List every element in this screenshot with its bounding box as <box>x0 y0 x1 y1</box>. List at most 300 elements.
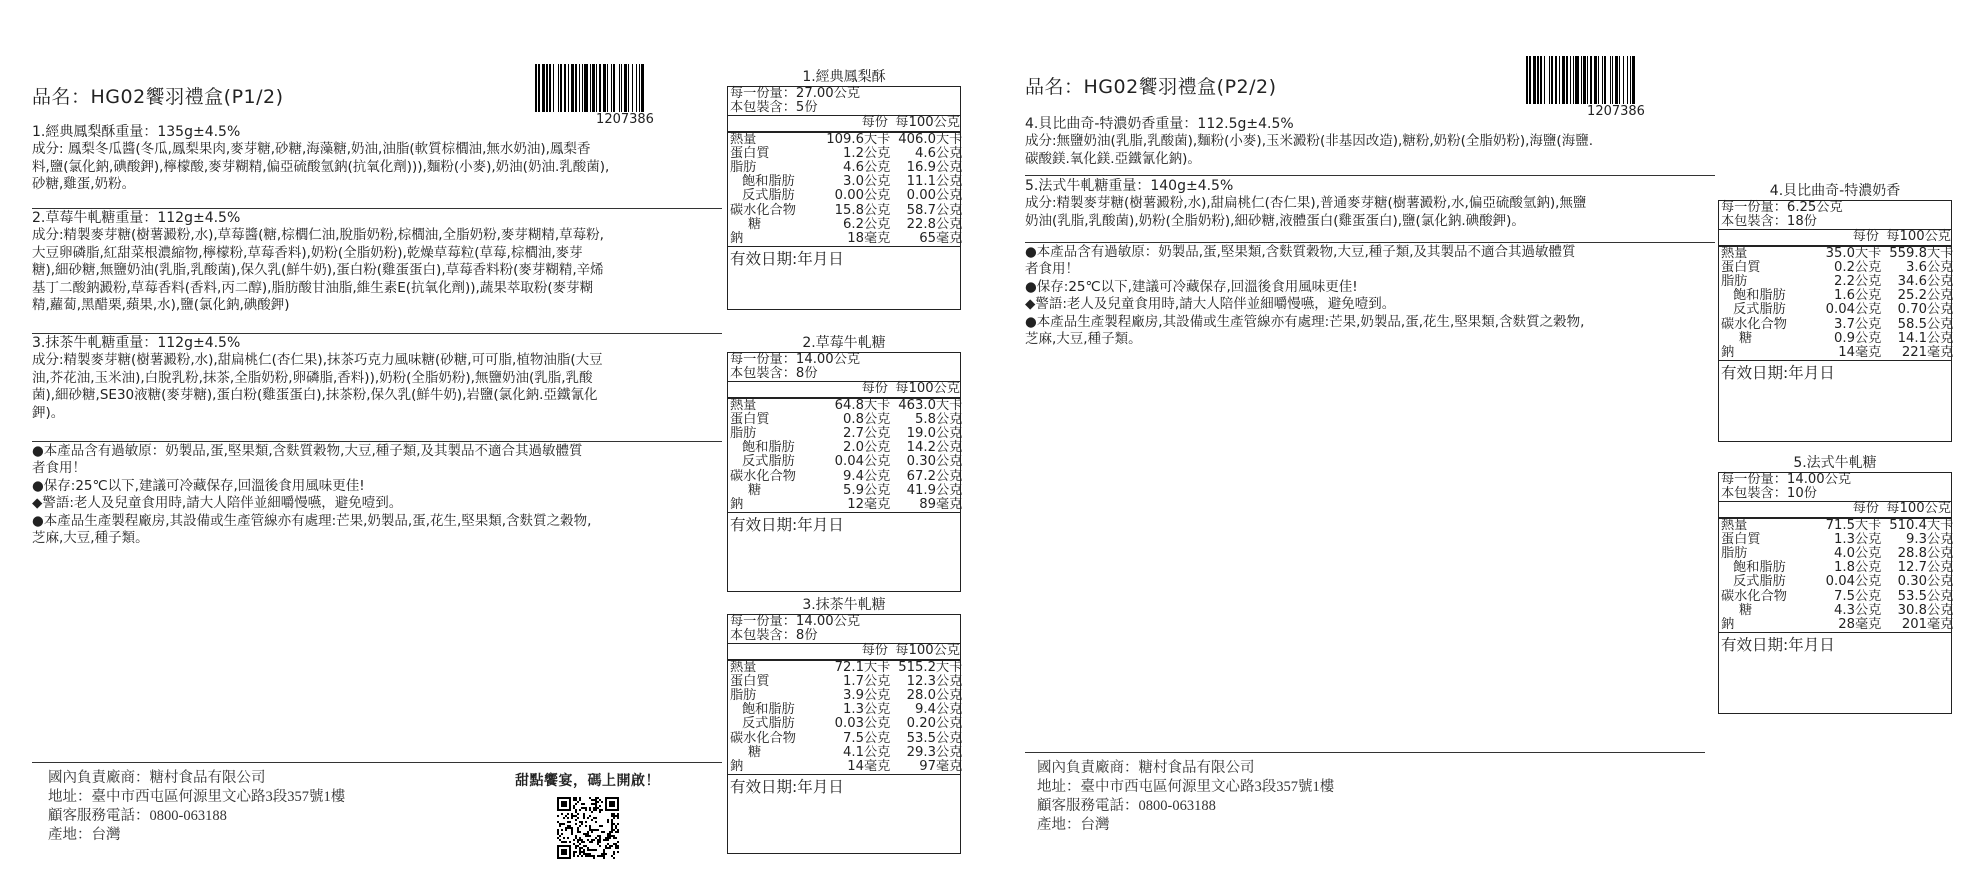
qr-module <box>575 803 577 805</box>
nutrient-name: 糖 <box>748 216 762 232</box>
note-line: 芝麻,大豆,種子類。 <box>32 530 149 547</box>
qr-module <box>575 845 577 847</box>
item-line: 成分:無鹽奶油(乳脂,乳酸菌),麵粉(小麥),玉米澱粉(非基因改造),糖粉,奶粉(全脂奶粉),海鹽(海鹽. <box>1025 133 1593 150</box>
qr-module <box>575 799 577 801</box>
item-line: 成分:精製麥芽糖(樹薯澱粉,水),草莓醬(糖,棕櫚仁油,脫脂奶粉,棕櫚油,全脂奶粉,麥芽糊精,草莓粉, <box>32 227 604 244</box>
servings-per-pack: 本包裝含：10份 <box>1721 486 1817 502</box>
qr-module <box>595 801 597 803</box>
left-ingredients <box>32 124 722 194</box>
left-notes <box>32 443 722 547</box>
value-per-serving: 71.5 <box>1825 517 1855 533</box>
value-per-100g: 97 <box>919 759 936 775</box>
unit: 公克 <box>936 688 963 704</box>
nutrition-row <box>728 454 963 470</box>
servings-per-pack: 本包裝含：8份 <box>730 366 818 382</box>
qr-module <box>613 823 615 825</box>
qr-module <box>591 819 593 821</box>
value-per-serving: 109.6 <box>826 131 864 147</box>
serving-size: 每一份量：27.00公克 <box>730 86 861 101</box>
qr-module <box>587 849 589 851</box>
nutrition-row <box>728 468 963 484</box>
qr-module <box>563 817 565 819</box>
qr-module <box>573 853 575 855</box>
qr-module <box>617 815 619 817</box>
qr-module <box>613 813 615 815</box>
value-per-100g: 0.00 <box>906 188 936 204</box>
value-per-100g: 559.8 <box>1889 245 1927 261</box>
nutrition-row <box>728 131 963 147</box>
nutrition-table-5 <box>1718 472 1952 714</box>
qr-module <box>593 817 595 819</box>
qr-module <box>601 831 603 833</box>
item-heading: 3.抹茶牛軋糖重量：112g±4.5% <box>32 335 241 351</box>
qr-module <box>583 803 585 805</box>
qr-module <box>591 855 593 857</box>
value-per-serving: 12 <box>847 497 864 513</box>
nutrient-name: 脂肪 <box>730 426 757 442</box>
note-line: ●本產品含有過敏原：奶製品,蛋,堅果類,含麩質穀物,大豆,種子類,及其製品不適合其過敏體質 <box>32 443 583 459</box>
unit: 公克 <box>1927 274 1954 290</box>
qr-module <box>577 801 579 803</box>
footer-divider <box>1025 752 1705 753</box>
qr-module <box>597 801 599 803</box>
barcode-number: 1207386 <box>1587 104 1645 119</box>
serving-size: 每一份量：14.00公克 <box>730 614 861 629</box>
value-per-100g: 0.30 <box>906 454 936 470</box>
qr-module <box>597 797 599 799</box>
qr-module <box>569 825 571 827</box>
unit: 公克 <box>936 411 963 427</box>
unit: 公克 <box>936 174 963 190</box>
divider <box>32 208 722 209</box>
value-per-serving: 0.9 <box>1834 330 1855 346</box>
qr-module <box>581 803 583 805</box>
note-line: ●保存:25℃以下,建議可冷藏保存,回溫後食用風味更佳! <box>32 477 365 494</box>
value-per-100g: 34.6 <box>1897 274 1927 290</box>
qr-module <box>591 841 593 843</box>
right-ingredients-4 <box>1025 116 1705 168</box>
qr-module <box>585 833 587 835</box>
qr-module <box>583 807 585 809</box>
qr-module <box>569 827 571 829</box>
unit: 公克 <box>1855 560 1882 576</box>
qr-module <box>595 807 597 809</box>
qr-module <box>557 821 559 823</box>
expiry-date: 有效日期:年月日 <box>1719 360 1951 385</box>
barcode-number: 1207386 <box>596 112 654 127</box>
qr-module <box>583 815 585 817</box>
qr-module <box>613 851 615 853</box>
qr-module <box>583 841 585 843</box>
nutrition-table-3 <box>727 614 961 854</box>
item-heading: 4.貝比曲奇-特濃奶香重量：112.5g±4.5% <box>1025 116 1294 132</box>
unit: 公克 <box>936 145 963 161</box>
nutrition-table-4 <box>1718 200 1952 442</box>
unit: 公克 <box>936 702 963 718</box>
qr-module <box>575 819 577 821</box>
qr-module <box>575 851 577 853</box>
nutrient-name: 反式脂肪 <box>742 716 795 732</box>
qr-module <box>593 829 595 831</box>
nutrition-row <box>1719 617 1954 633</box>
value-per-serving: 18 <box>847 231 864 247</box>
servings-per-pack: 本包裝含：5份 <box>730 100 818 116</box>
value-per-100g: 11.1 <box>906 174 936 190</box>
nutrition-title-4: 4.貝比曲奇-特濃奶香 <box>1769 183 1901 199</box>
origin: 產地：台灣 <box>1037 817 1110 833</box>
qr-module <box>611 831 613 833</box>
qr-module <box>585 825 587 827</box>
qr-module <box>579 799 581 801</box>
qr-module <box>617 823 619 825</box>
qr-module <box>595 797 597 799</box>
nutrition-row <box>728 216 963 232</box>
qr-module <box>561 823 563 825</box>
header-per-100g: 每100公克 <box>895 643 960 659</box>
value-per-serving: 1.6 <box>1834 288 1855 304</box>
value-per-serving: 4.3 <box>1834 602 1855 618</box>
unit: 大卡 <box>864 397 891 413</box>
qr-module <box>575 837 577 839</box>
qr-module <box>617 817 619 819</box>
nutrient-name: 蛋白質 <box>730 145 770 161</box>
qr-module <box>583 813 585 815</box>
item-heading: 5.法式牛軋糖重量：140g±4.5% <box>1025 178 1234 194</box>
qr-module <box>615 831 617 833</box>
note-line: ●本產品生產製程廠房,其設備或生產管線亦有處理:芒果,奶製品,蛋,花生,堅果類,含麩質之穀物, <box>32 512 592 529</box>
qr-module <box>593 839 595 841</box>
column-header <box>1719 501 1951 516</box>
qr-module <box>599 845 601 847</box>
qr-module <box>605 847 607 849</box>
nutrient-name: 飽和脂肪 <box>742 174 795 190</box>
header-spacer <box>728 116 806 130</box>
qr-module <box>589 853 591 855</box>
divider <box>32 441 722 442</box>
nutrient-name: 飽和脂肪 <box>742 702 795 718</box>
qr-module <box>595 829 597 831</box>
unit: 毫克 <box>1927 345 1954 361</box>
qr-module <box>561 849 567 855</box>
note-line: ◆警語:老人及兒童食用時,請大人陪伴並細嚼慢嚥，避免噎到。 <box>32 495 403 512</box>
qr-module <box>571 833 573 835</box>
nutrition-row <box>728 659 963 675</box>
unit: 公克 <box>864 188 891 204</box>
qr-module <box>609 833 611 835</box>
nutrition-table-2 <box>727 352 961 592</box>
column-header <box>728 643 960 658</box>
nutrition-row <box>728 482 963 498</box>
value-per-serving: 0.04 <box>1825 302 1855 318</box>
footer-divider <box>32 762 722 763</box>
nutrient-name: 飽和脂肪 <box>1733 288 1786 304</box>
nutrient-name: 碳水化合物 <box>1721 316 1787 332</box>
qr-module <box>593 857 595 859</box>
unit: 公克 <box>1855 330 1882 346</box>
value-per-serving: 0.8 <box>843 411 864 427</box>
nutrition-row <box>728 744 963 760</box>
value-per-100g: 89 <box>919 497 936 513</box>
expiry-date: 有效日期:年月日 <box>728 774 960 799</box>
nutrient-name: 糖 <box>1739 602 1753 618</box>
qr-module <box>561 841 563 843</box>
note-line: ●保存:25℃以下,建議可冷藏保存,回溫後食用風味更佳! <box>1025 278 1358 295</box>
qr-module <box>571 831 573 833</box>
qr-module <box>575 797 577 799</box>
qr-module <box>599 805 601 807</box>
unit: 毫克 <box>936 759 963 775</box>
left-ingredients-3 <box>32 335 722 422</box>
unit: 公克 <box>1855 546 1882 562</box>
header-spacer <box>728 644 806 658</box>
qr-module <box>599 839 601 841</box>
qr-module <box>609 801 615 807</box>
nutrient-name: 脂肪 <box>730 160 757 176</box>
qr-module <box>573 851 575 853</box>
qr-module <box>599 799 601 801</box>
expiry-date: 有效日期:年月日 <box>728 246 960 271</box>
qr-module <box>599 809 601 811</box>
nutrition-row <box>728 497 963 513</box>
unit: 公克 <box>1927 316 1954 332</box>
qr-module <box>581 807 583 809</box>
qr-module <box>577 813 579 815</box>
nutrition-row <box>728 730 963 746</box>
unit: 公克 <box>864 702 891 718</box>
item-line: 菌),細砂糖,SE30液糖(麥芽糖),蛋白粉(雞蛋蛋白),抹茶粉,保久乳(鮮牛奶),岩鹽(氯化鈉.亞鐵氰化 <box>32 387 598 404</box>
qr-module <box>591 849 593 851</box>
value-per-serving: 5.9 <box>843 482 864 498</box>
unit: 公克 <box>1855 531 1882 547</box>
value-per-serving: 1.2 <box>843 145 864 161</box>
value-per-serving: 28 <box>1838 617 1855 633</box>
unit: 公克 <box>936 440 963 456</box>
qr-module <box>567 817 569 819</box>
unit: 公克 <box>936 454 963 470</box>
qr-module <box>617 841 619 843</box>
item-line: 精,蘿蔔,黑醋栗,蘋果,水),鹽(氯化鈉,碘酸鉀) <box>32 297 290 314</box>
nutrition-title-1: 1.經典鳳梨酥 <box>802 69 886 85</box>
qr-code[interactable] <box>555 795 621 861</box>
qr-module <box>589 855 591 857</box>
header-spacer <box>1719 502 1797 516</box>
item-line: 碳酸鎂.氧化鎂.亞鐵氰化鈉)。 <box>1025 150 1201 167</box>
servings-per-pack: 本包裝含：8份 <box>730 628 818 644</box>
qr-module <box>599 841 601 843</box>
item-line: 油,芥花油,玉米油),白脫乳粉,抹茶,全脂奶粉,卵磷脂,香料)),奶粉(全脂奶粉),無鹽奶油(乳脂,乳酸 <box>32 369 593 386</box>
qr-module <box>573 797 575 799</box>
qr-module <box>617 813 619 815</box>
nutrient-name: 碳水化合物 <box>730 202 796 218</box>
header-per-100g: 每100公克 <box>895 115 960 131</box>
barcode-bar <box>644 64 646 112</box>
unit: 公克 <box>936 160 963 176</box>
qr-module <box>589 797 591 799</box>
qr-module <box>579 839 581 841</box>
qr-module <box>613 853 615 855</box>
qr-module <box>609 845 611 847</box>
qr-module <box>605 839 607 841</box>
value-per-100g: 16.9 <box>906 160 936 176</box>
left-ingredients-2 <box>32 210 722 314</box>
qr-module <box>603 851 605 853</box>
header-per-100g: 每100公克 <box>1886 501 1951 517</box>
qr-module <box>589 809 591 811</box>
qr-module <box>595 805 597 807</box>
qr-module <box>571 829 573 831</box>
qr-module <box>601 825 603 827</box>
unit: 公克 <box>936 216 963 232</box>
value-per-serving: 1.3 <box>843 702 864 718</box>
qr-module <box>585 809 587 811</box>
qr-module <box>601 853 603 855</box>
qr-module <box>585 845 587 847</box>
qr-module <box>601 801 603 803</box>
value-per-serving: 2.7 <box>843 426 864 442</box>
nutrition-title-3: 3.抹茶牛軋糖 <box>802 597 886 613</box>
qr-module <box>561 829 563 831</box>
qr-module <box>579 843 581 845</box>
note-line: 芝麻,大豆,種子類。 <box>1025 331 1142 348</box>
manufacturer: 國內負責廠商：糖村食品有限公司 <box>1037 760 1255 776</box>
value-per-100g: 4.6 <box>915 145 936 161</box>
value-per-serving: 15.8 <box>834 202 864 218</box>
nutrition-row <box>1719 574 1954 590</box>
unit: 公克 <box>864 744 891 760</box>
qr-module <box>585 821 587 823</box>
qr-module <box>581 839 583 841</box>
qr-module <box>611 829 613 831</box>
qr-module <box>577 827 579 829</box>
qr-module <box>593 807 595 809</box>
value-per-100g: 28.8 <box>1897 546 1927 562</box>
nutrition-row <box>1719 517 1954 533</box>
qr-module <box>589 829 591 831</box>
qr-module <box>589 841 591 843</box>
nutrient-name: 反式脂肪 <box>742 188 795 204</box>
value-per-serving: 3.7 <box>1834 316 1855 332</box>
value-per-serving: 3.9 <box>843 688 864 704</box>
unit: 公克 <box>936 730 963 746</box>
qr-module <box>577 841 579 843</box>
qr-module <box>567 827 569 829</box>
column-header <box>728 381 960 396</box>
value-per-serving: 0.03 <box>834 716 864 732</box>
qr-module <box>593 803 595 805</box>
nutrient-name: 熱量 <box>1721 517 1748 533</box>
address: 地址：臺中市西屯區何源里文心路3段357號1樓 <box>1037 779 1335 795</box>
qr-module <box>607 847 609 849</box>
qr-module <box>599 837 601 839</box>
value-per-100g: 19.0 <box>906 426 936 442</box>
qr-module <box>603 857 605 859</box>
qr-module <box>615 847 617 849</box>
origin: 產地：台灣 <box>48 827 121 843</box>
qr-module <box>595 817 597 819</box>
qr-module <box>587 847 589 849</box>
value-per-100g: 3.6 <box>1906 259 1927 275</box>
unit: 公克 <box>1855 288 1882 304</box>
header-per-serving: 每份 <box>861 381 888 397</box>
qr-module <box>587 835 589 837</box>
qr-module <box>611 815 613 817</box>
qr-module <box>577 829 579 831</box>
qr-module <box>615 825 617 827</box>
qr-module <box>591 799 593 801</box>
header-spacer <box>728 382 806 396</box>
qr-module <box>561 801 567 807</box>
qr-module <box>597 839 599 841</box>
qr-module <box>595 837 597 839</box>
unit: 公克 <box>1855 302 1882 318</box>
qr-module <box>609 831 611 833</box>
value-per-serving: 4.6 <box>843 160 864 176</box>
unit: 公克 <box>864 216 891 232</box>
unit: 公克 <box>1927 259 1954 275</box>
note-line: 者食用！ <box>1025 261 1079 278</box>
header-spacer <box>1719 230 1797 244</box>
qr-module <box>583 849 585 851</box>
qr-module <box>591 831 593 833</box>
item-1 <box>32 124 722 194</box>
qr-module <box>581 851 583 853</box>
qr-module <box>599 825 601 827</box>
unit: 公克 <box>864 202 891 218</box>
nutrition-row <box>728 231 963 247</box>
barcode-bars <box>535 64 715 112</box>
note-line: ●本產品生產製程廠房,其設備或生產管線亦有處理:芒果,奶製品,蛋,花生,堅果類,含麩質之穀物, <box>1025 313 1585 330</box>
qr-module <box>603 849 605 851</box>
value-per-serving: 4.0 <box>1834 546 1855 562</box>
item-heading: 2.草莓牛軋糖重量：112g±4.5% <box>32 210 241 226</box>
divider <box>1025 175 1715 176</box>
value-per-serving: 1.3 <box>1834 531 1855 547</box>
qr-module <box>587 853 589 855</box>
unit: 毫克 <box>936 231 963 247</box>
qr-module <box>613 837 615 839</box>
qr-module <box>611 827 613 829</box>
unit: 大卡 <box>1927 517 1954 533</box>
qr-module <box>581 841 583 843</box>
unit: 公克 <box>864 426 891 442</box>
value-per-100g: 0.20 <box>906 716 936 732</box>
qr-module <box>579 851 581 853</box>
qr-module <box>569 841 571 843</box>
unit: 公克 <box>864 688 891 704</box>
item-line: 基丁二酸鈉澱粉,草莓香料(香料,丙二醇),脂肪酸甘油脂,維生素E(抗氧化劑)),蔬果萃取粉(麥芽糊 <box>32 279 594 296</box>
unit: 公克 <box>936 426 963 442</box>
column-header <box>728 115 960 130</box>
unit: 大卡 <box>1927 245 1954 261</box>
qr-module <box>589 807 591 809</box>
divider <box>32 333 722 334</box>
nutrient-name: 熱量 <box>1721 245 1748 261</box>
qr-module <box>603 839 605 841</box>
qr-module <box>581 847 583 849</box>
nutrient-name: 飽和脂肪 <box>742 440 795 456</box>
page-title-right: 品名：HG02饗羽禮盒(P2/2) <box>1025 76 1277 98</box>
divider <box>1025 242 1715 243</box>
value-per-100g: 12.7 <box>1897 560 1927 576</box>
qr-module <box>573 815 575 817</box>
item-line: 糖),細砂糖,無鹽奶油(乳脂,乳酸菌),保久乳(鮮牛奶),蛋白粉(雞蛋蛋白),草莓香料粉(麥芽糊精,辛烯 <box>32 262 604 279</box>
qr-module <box>577 855 579 857</box>
item-line: 料,鹽(氯化鈉,碘酸鉀),檸檬酸,麥芽糊精,偏亞硫酸氫鈉(抗氧化劑))),麵粉(小麥),奶油(奶油.乳酸菌), <box>32 158 610 175</box>
qr-module <box>605 837 607 839</box>
qr-module <box>595 849 597 851</box>
value-per-100g: 28.0 <box>906 688 936 704</box>
nutrition-row <box>728 202 963 218</box>
